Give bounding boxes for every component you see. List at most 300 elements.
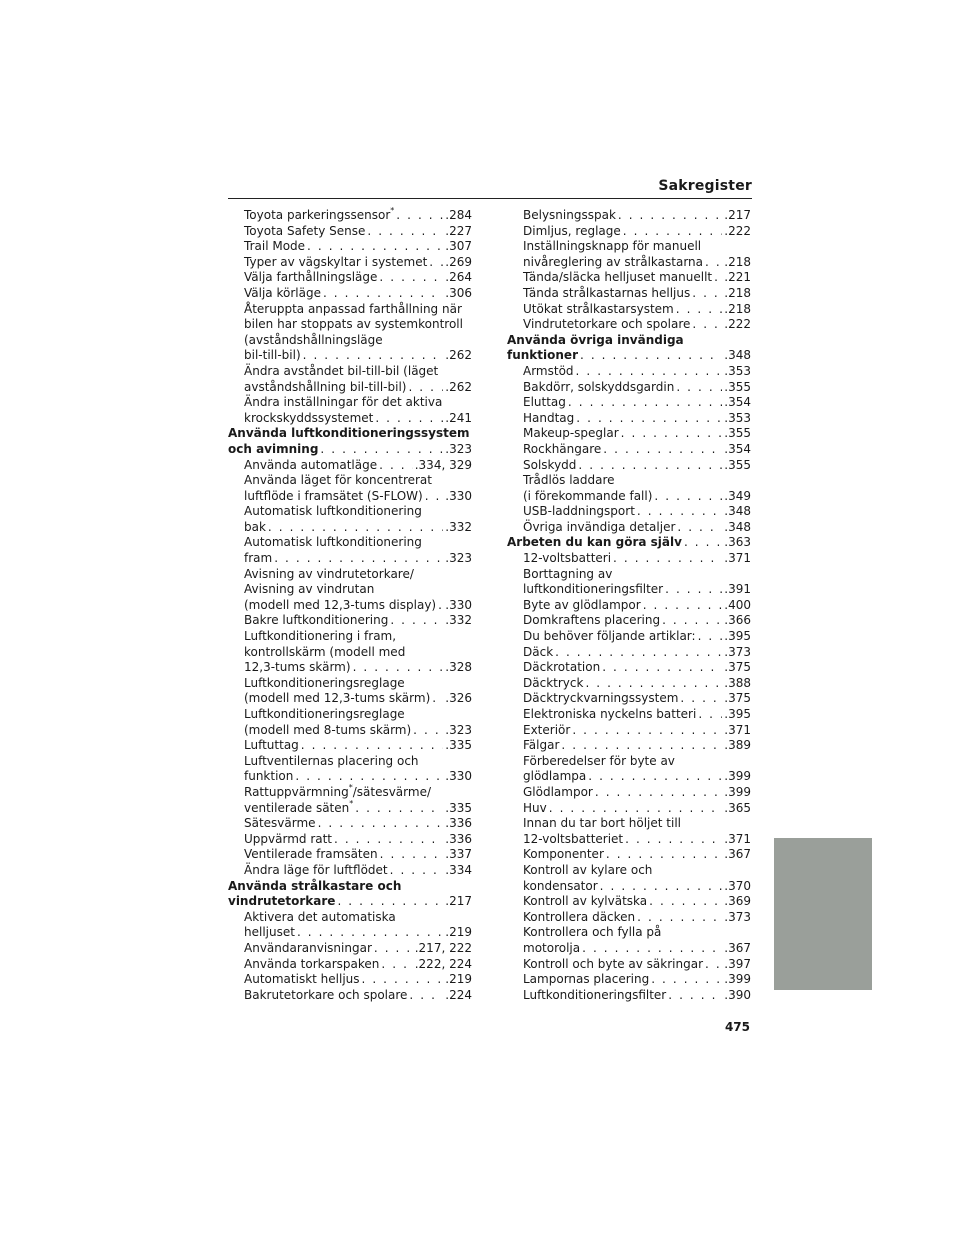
dot-leader [374,941,413,957]
index-entry [228,707,472,723]
index-entry [228,458,472,474]
index-entry [228,473,472,489]
index-entry [507,816,751,832]
index-entry [507,286,751,302]
index-entry-text: Välja farthållningsläge [244,270,378,285]
dot-leader [303,348,444,364]
index-entry-page: .336 [445,831,472,846]
dot-leader [637,910,722,926]
index-entry-text: Kontrollera och fylla på [523,925,662,940]
index-entry-text: avståndshållning bil-till-bil) [244,379,407,394]
index-entry [228,348,472,364]
index-entry-text: Luftkonditioneringsreglage [244,675,405,690]
index-entry [507,660,751,676]
dot-leader [438,598,443,614]
dot-leader [323,286,443,302]
index-entry-text: Arbeten du kan göra själv [507,535,682,550]
index-entry [228,520,472,536]
index-entry-text: Trail Mode [244,239,306,254]
dot-leader [337,894,443,910]
index-entry [228,426,472,442]
index-entry-text: Borttagning av [523,566,613,581]
index-entry [507,473,751,489]
dot-leader [301,738,443,754]
index-entry-text: Toyota Safety Sense [244,223,366,238]
index-entry [507,270,751,286]
index-entry-text: Däck [523,644,554,659]
index-entry-page: .330 [445,488,472,503]
index-entry-text: kondensator [523,878,598,893]
index-entry-text: Elektroniska nyckelns batteri [523,707,697,721]
dot-leader [375,411,443,427]
index-entry-text: Fälgar [523,738,560,753]
dot-leader [379,270,443,286]
index-entry [507,879,751,895]
index-entry [228,395,472,411]
dot-leader [621,426,723,442]
index-entry [507,925,751,941]
index-entry-text: Däcktryck [523,675,584,690]
index-entry-text: helljuset [244,925,295,940]
index-entry [228,676,472,692]
index-entry [507,629,751,645]
index-entry-page: .222, 224 [414,956,472,971]
index-entry-text: funktioner [507,348,578,363]
index-entry-text: nivåreglering av strålkastarna [523,254,704,269]
index-entry-text: och avimning [228,441,319,456]
index-entry-page: .399 [724,784,751,799]
dot-leader [602,660,722,676]
index-entry-text: Dimljus, reglage [523,223,621,238]
index-entry-text: bak [244,519,266,534]
index-entry [507,707,751,723]
index-entry [507,738,751,754]
index-entry-page: .353 [724,363,751,378]
index-entry [507,894,751,910]
index-entry-page: .330 [445,769,472,784]
index-entry [507,504,751,520]
index-entry-page: .375 [724,660,751,675]
dot-leader [651,972,722,988]
index-entry [507,317,751,333]
index-entry [507,988,751,1004]
dot-leader [379,458,413,474]
dot-leader [618,208,722,224]
dot-leader [390,613,443,629]
index-entry-page: .219 [445,972,472,987]
index-entry [507,489,751,505]
index-entry-text: USB-laddningsport [523,504,635,519]
index-entry [507,224,751,240]
index-entry-page: .332 [445,613,472,628]
index-entry-text: Bakrutetorkare och spolare [244,987,408,1002]
index-entry-page: .349 [724,488,751,503]
dot-leader [714,270,722,286]
index-entry [228,738,472,754]
index-entry [228,660,472,676]
index-entry-text: Kontroll och byte av säkringar [523,956,703,971]
index-entry-page: .367 [724,940,751,955]
dot-leader [353,660,444,676]
index-entry [507,676,751,692]
index-entry [228,442,472,458]
index-entry-text: Rattuppvärmning*/sätesvärme/ [244,782,431,799]
dot-leader [582,941,722,957]
index-entry-text: (i förekommande fall) [523,488,653,503]
index-entry-text: bilen har stoppats av systemkontroll [244,317,463,332]
index-entry-text: ventilerade säten* [244,798,354,815]
index-entry-text: Uppvärmd ratt [244,831,333,846]
index-entry-page: .217 [724,208,751,222]
index-entry [228,816,472,832]
index-entry [507,972,751,988]
index-entry [228,567,472,583]
index-entry-text: Ändra läge för luftflödet [244,862,388,877]
dot-leader [603,442,722,458]
index-entry-page: .397 [724,956,751,971]
index-entry-text: Innan du tar bort höljet till [523,816,682,831]
index-entry-page: .222 [724,223,751,238]
index-entry-text: Luftkonditionering i fram, [244,629,397,644]
index-entry [507,910,751,926]
index-entry-page: .375 [724,691,751,706]
header-divider [228,198,752,199]
index-entry [507,754,751,770]
index-column-left [228,208,472,1003]
index-entry [507,645,751,661]
index-entry-text: (avståndshållningsläge [244,332,383,347]
dot-leader [408,380,443,396]
index-entry [228,489,472,505]
index-entry-page: .395 [724,707,751,721]
index-entry-text: Aktivera det automatiska [244,909,396,924]
index-entry [228,239,472,255]
dot-leader [676,380,722,396]
dot-leader [568,395,722,411]
index-entry [507,426,751,442]
index-entry-page: .363 [724,535,751,550]
index-entry-page: .334, 329 [414,457,472,472]
dot-leader [295,769,443,785]
index-entry [228,598,472,614]
dot-leader [662,613,722,629]
index-entry-text: Eluttag [523,395,566,410]
dot-leader [588,769,722,785]
index-entry-page: .224 [445,987,472,1002]
index-entry [228,910,472,926]
index-entry [228,302,472,318]
index-entry [507,395,751,411]
dot-leader [320,442,443,458]
index-entry-page: .284 [445,208,472,222]
index-entry-page: .337 [445,847,472,862]
index-entry-page: .395 [724,629,751,644]
dot-leader [698,629,723,645]
index-entry-text: kontrollskärm (modell med [244,644,406,659]
dot-leader [355,801,443,817]
index-entry-page: .262 [445,348,472,363]
index-entry-text: krockskyddssystemet [244,410,374,425]
dot-leader [396,208,443,224]
dot-leader [572,723,722,739]
index-entry-text: Ändra avståndet bil-till-bil (läget [244,363,439,378]
dot-leader [334,832,443,848]
dot-leader [274,551,443,567]
index-entry-text: Välja körläge [244,285,321,300]
dot-leader [643,598,723,614]
index-entry-text: 12,3-tums skärm) [244,660,351,675]
index-entry-text: Övriga invändiga detaljer [523,519,676,534]
index-entry-text: glödlampa [523,769,587,784]
index-entry-text: Komponenter [523,847,604,862]
index-entry-page: .218 [724,285,751,300]
index-entry [507,801,751,817]
index-entry-text: vindrutetorkare [228,894,336,909]
index-entry-text: Återuppta anpassad farthållning när [244,301,462,316]
index-entry-page: .355 [724,379,751,394]
index-entry-text: motorolja [523,940,581,955]
index-entry-page: .323 [445,722,472,737]
index-entry-text: Ändra inställningar för det aktiva [244,395,443,410]
index-entry [228,224,472,240]
dot-leader [649,894,722,910]
index-entry [507,613,751,629]
dot-leader [561,738,722,754]
index-entry-text: (modell med 12,3-tums skärm) [244,691,431,706]
index-entry-page: .353 [724,410,751,425]
index-entry-text: 12-voltsbatteriet [523,831,624,846]
dot-leader [606,847,722,863]
index-entry-text: fram [244,551,273,566]
dot-leader [705,255,722,271]
index-entry-page: .348 [724,519,751,534]
dot-leader [668,988,722,1004]
index-entry [507,769,751,785]
index-entry [228,972,472,988]
dot-leader [692,286,722,302]
index-entry-text: luftkonditioneringsfilter [523,582,664,597]
index-entry-page: .399 [724,769,751,784]
index-entry-page: .371 [724,551,751,566]
index-entry-page: .371 [724,831,751,846]
dot-leader [549,801,723,817]
dot-leader [580,348,722,364]
index-entry-text: Makeup-speglar [523,426,619,441]
index-entry [228,270,472,286]
index-entry [228,364,472,380]
index-entry-text: Exteriör [523,722,571,737]
index-entry-text: Använda läget för koncentrerat [244,473,432,488]
index-entry-text: Använda övriga invändiga [507,332,684,347]
dot-leader [367,224,443,240]
index-entry-page: .388 [724,675,751,690]
dot-leader [578,458,722,474]
index-entry [507,941,751,957]
index-entry-text: Automatiskt helljus [244,972,360,987]
dot-leader [576,364,723,380]
dot-leader [654,489,722,505]
index-entry-text: Automatisk luftkonditionering [244,535,422,550]
index-entry-page: .227 [445,223,472,238]
index-entry [228,208,472,224]
index-entry [228,847,472,863]
index-entry-page: .370 [724,878,751,893]
dot-leader [623,224,723,240]
index-entry-text: Handtag [523,410,575,425]
index-entry-text: Däckrotation [523,660,601,675]
index-entry [228,504,472,520]
index-entry [507,520,751,536]
index-entry-text: Inställningsknapp för manuell [523,239,702,254]
index-entry-page: .355 [724,457,751,472]
index-entry [507,411,751,427]
index-entry-page: .373 [724,909,751,924]
index-entry-page: .323 [445,551,472,566]
index-entry-page: .306 [445,285,472,300]
index-entry-text: Luftuttag [244,738,299,753]
section-tab-marker [774,838,872,990]
index-entry-text: Rockhängare [523,441,602,456]
index-entry-text: 12-voltsbatteri [523,551,612,566]
index-entry [507,847,751,863]
index-entry-text: Använda torkarspaken [244,956,380,971]
index-entry-page: .348 [724,348,751,363]
index-entry-page: .334 [445,862,472,877]
dot-leader [380,847,444,863]
index-entry [228,988,472,1004]
index-entry-text: Huv [523,800,547,815]
index-entry-page: .217 [445,894,472,909]
index-entry-text: luftflöde i framsätet (S-FLOW) [244,488,423,503]
index-entry-page: .348 [724,504,751,519]
index-entry [507,598,751,614]
index-entry [228,551,472,567]
dot-leader [705,957,722,973]
index-entry-text: Förberedelser för byte av [523,753,675,768]
index-entry [507,348,751,364]
dot-leader [613,551,722,567]
index-entry [228,754,472,770]
index-entry-page: .367 [724,847,751,862]
dot-leader [307,239,443,255]
page-title: Sakregister [658,178,752,194]
index-entry [228,691,472,707]
index-entry-page: .390 [724,987,751,1002]
index-entry-page: .218 [724,301,751,316]
index-entry-text: Tända strålkastarnas helljus [523,285,691,300]
index-entry [507,364,751,380]
index-entry [507,333,751,349]
index-entry-text: Ventilerade framsäten [244,847,378,862]
index-entry-text: Luftkonditioneringsfilter [523,987,667,1002]
index-entry [507,302,751,318]
index-entry [507,255,751,271]
index-entry [228,723,472,739]
dot-leader [413,723,443,739]
dot-leader [381,957,412,973]
index-entry-page: .264 [445,270,472,285]
index-entry [507,691,751,707]
index-entry [228,645,472,661]
index-entry [228,798,472,817]
index-entry-page: .219 [445,925,472,940]
index-entry-text: Byte av glödlampor [523,597,641,612]
index-entry-page: .354 [724,441,751,456]
index-column-right [507,208,751,1003]
index-entry-text: Typer av vägskyltar i systemet [244,254,428,269]
index-entry [507,239,751,255]
index-entry-text: Du behöver följande artiklar: [523,629,696,644]
index-entry-page: .241 [445,410,472,425]
index-entry [507,458,751,474]
index-entry-text: Kontroll av kylvätska [523,894,648,909]
index-entry-text: Trådlös laddare [523,473,615,488]
index-entry-text: Lampornas placering [523,972,650,987]
index-entry [228,411,472,427]
index-entry [507,535,751,551]
index-entry-text: Belysningsspak [523,208,616,222]
index-entry-page: .262 [445,379,472,394]
index-entry-page: .369 [724,894,751,909]
index-entry [228,255,472,271]
index-entry-text: (modell med 8-tums skärm) [244,722,412,737]
index-entry-page: .354 [724,395,751,410]
index-entry [228,941,472,957]
index-entry-text: Luftkonditioneringsreglage [244,707,405,721]
index-entry [228,333,472,349]
dot-leader [684,535,722,551]
index-entry-page: .355 [724,426,751,441]
dot-leader [429,255,443,271]
index-entry-page: .326 [445,691,472,706]
index-entry-page: .400 [724,597,751,612]
index-entry-text: Solskydd [523,457,577,472]
index-entry-page: .335 [445,738,472,753]
dot-leader [425,489,444,505]
dot-leader [585,676,722,692]
dot-leader [665,582,722,598]
dot-leader [625,832,722,848]
index-entry [507,832,751,848]
index-entry-page: .323 [445,441,472,456]
dot-leader [680,691,722,707]
index-entry-page: .399 [724,972,751,987]
index-entry [228,894,472,910]
index-entry [507,208,751,224]
dot-leader [297,925,443,941]
dot-leader [555,645,722,661]
index-entry-text: Utökat strålkastarsystem [523,301,674,316]
dot-leader [600,879,723,895]
index-entry [228,863,472,879]
index-entry-page: .222 [724,317,751,332]
dot-leader [362,972,444,988]
dot-leader [318,816,444,832]
index-entry-text: Automatisk luftkonditionering [244,504,422,519]
index-entry-page: .269 [445,254,472,269]
index-entry-page: .217, 222 [414,940,472,955]
index-entry [228,380,472,396]
index-entry [507,551,751,567]
index-entry-page: .336 [445,816,472,831]
index-entry-page: .373 [724,644,751,659]
index-entry-text: Toyota parkeringssensor* [244,206,395,222]
index-entry-text: Domkraftens placering [523,613,661,628]
index-entry [507,785,751,801]
page-number: 475 [724,1020,750,1034]
index-entry-page: .365 [724,800,751,815]
index-entry [228,613,472,629]
